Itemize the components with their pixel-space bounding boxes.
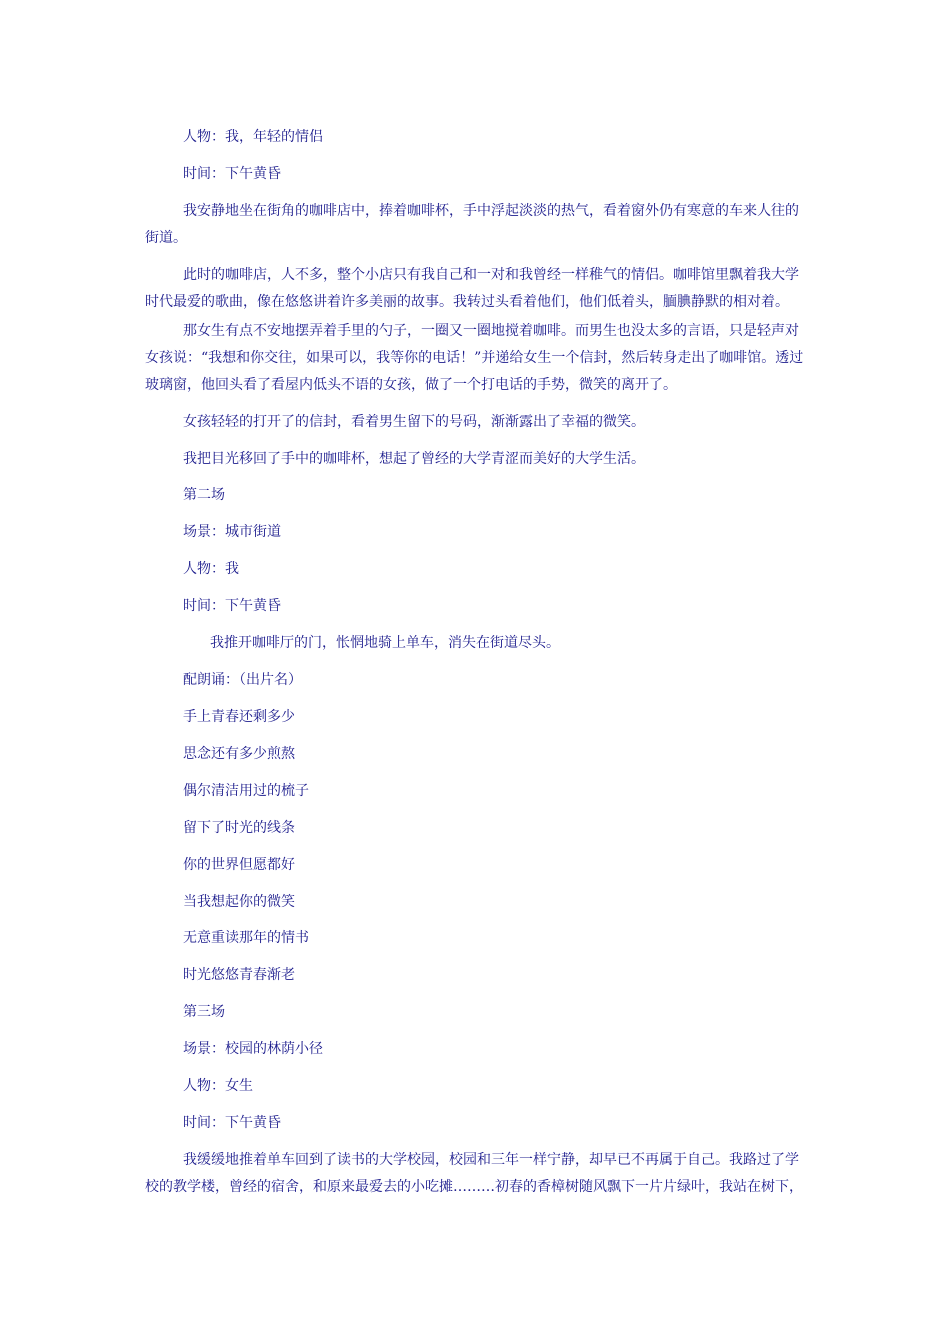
scene-heading: 第三场	[183, 1004, 225, 1020]
character-line: 人物：我	[183, 561, 239, 577]
poem-line: 留下了时光的线条	[183, 820, 295, 836]
time-line: 时间：下午黄昏	[183, 598, 281, 614]
scene-setting-line: 场景：城市街道	[183, 524, 281, 540]
story-paragraph: 我把目光移回了手中的咖啡杯，想起了曾经的大学青涩而美好的大学生活。	[183, 451, 645, 467]
story-paragraph: 女孩轻轻的打开了的信封，看着男生留下的号码，渐渐露出了幸福的微笑。	[183, 414, 645, 430]
poem-line: 思念还有多少煎熬	[183, 746, 295, 762]
poem-line: 偶尔清洁用过的梳子	[183, 783, 309, 799]
story-paragraph: 我推开咖啡厅的门，怅惘地骑上单车，消失在街道尽头。	[210, 635, 560, 651]
scene-setting-line: 场景：校园的林荫小径	[183, 1041, 323, 1057]
poem-line: 时光悠悠青春渐老	[183, 967, 295, 983]
story-paragraph: 我缓缓地推着单车回到了读书的大学校园，校园和三年一样宁静，却早已不再属于自己。我路过了学校的教学楼，曾经的宿舍，和原来最爱去的小吃摊………初春的香樟树随风飘下一片片绿叶，我站在树下，	[145, 1152, 803, 1195]
time-line: 时间：下午黄昏	[183, 1115, 281, 1131]
poem-line: 你的世界但愿都好	[183, 857, 295, 873]
story-paragraph: 那女生有点不安地摆弄着手里的勺子，一圈又一圈地搅着咖啡。而男生也没太多的言语，只是轻声对女孩说：“我想和你交往，如果可以，我等你的电话！”并递给女生一个信封，然后转身走出了咖啡馆。透过玻璃窗，他回头看了看屋内低头不语的女孩，做了一个打电话的手势，微笑的离开了。	[145, 323, 804, 393]
story-paragraph: 此时的咖啡店，人不多，整个小店只有我自己和一对和我曾经一样稚气的情侣。咖啡馆里飘着我大学时代最爱的歌曲，像在悠悠讲着许多美丽的故事。我转过头看着他们，他们低着头，腼腆静默的相对着。	[145, 267, 799, 310]
story-paragraph: 我安静地坐在街角的咖啡店中，捧着咖啡杯，手中浮起淡淡的热气，看着窗外仍有寒意的车来人往的街道。	[145, 203, 799, 246]
character-line: 人物：女生	[183, 1078, 253, 1094]
poem-line: 当我想起你的微笑	[183, 894, 295, 910]
time-line: 时间：下午黄昏	[183, 166, 281, 182]
poem-line: 手上青春还剩多少	[183, 709, 295, 725]
scene-heading: 第二场	[183, 487, 225, 503]
character-line: 人物：我，年轻的情侣	[183, 129, 323, 145]
poem-line: 无意重读那年的情书	[183, 930, 309, 946]
narration-heading: 配朗诵：（出片名）	[183, 672, 302, 688]
